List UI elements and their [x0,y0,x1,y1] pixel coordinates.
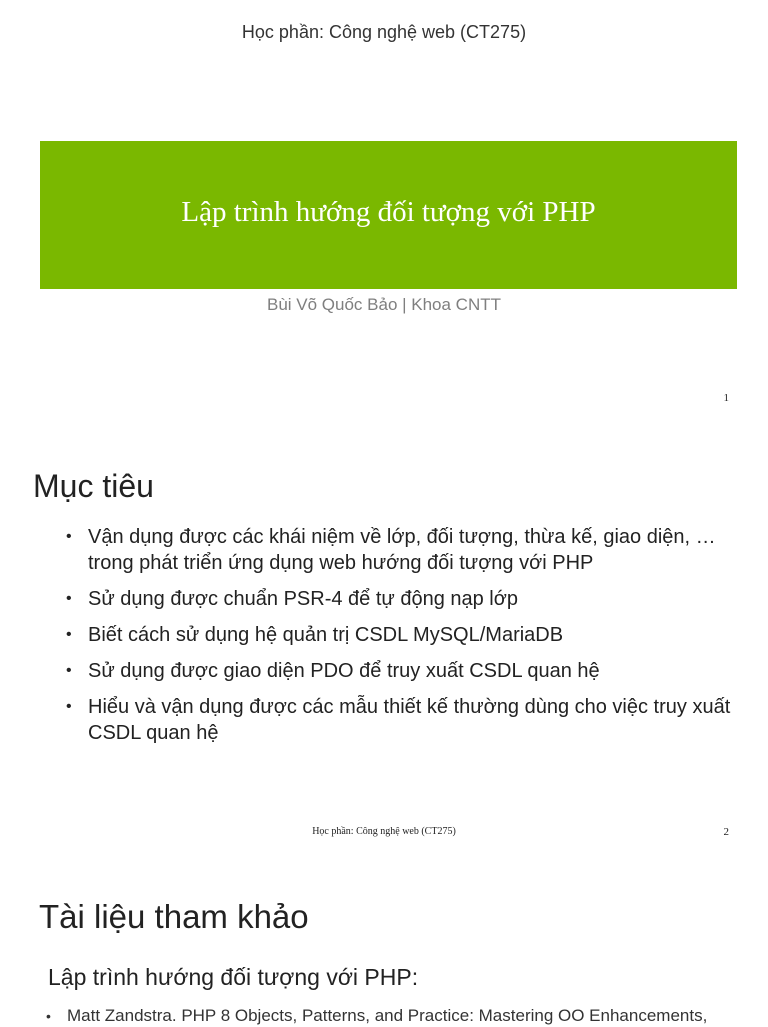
slide-2 [0,420,768,850]
slide-title: Tài liệu tham khảo [39,898,309,935]
course-header: Học phần: Công nghệ web (CT275) [241,22,527,42]
slide-1 [0,0,768,420]
author-line: Bùi Võ Quốc Bảo | Khoa CNTT [266,295,502,314]
objectives-list [66,524,736,756]
section-subtitle: Lập trình hướng đối tượng với PHP: [48,964,419,990]
slide-title: Mục tiêu [33,468,154,504]
list-item: • Biết cách sử dụng hệ quản trị CSDL MySQL/MariaDB [66,622,736,648]
page-number: 1 [723,392,729,404]
slide-footer: Học phần: Công nghệ web (CT275) [312,826,456,837]
slide-3 [0,850,768,1024]
slide-title: Lập trình hướng đối tượng với PHP [181,195,596,228]
list-item: • Hiểu và vận dụng được các mẫu thiết kế thường dùng cho việc truy xuất CSDL quan hệ [66,694,736,746]
list-item: • Sử dụng được chuẩn PSR-4 để tự động nạp lớp [66,586,736,612]
page-number: 2 [723,826,729,838]
list-item: • Sử dụng được giao diện PDO để truy xuất CSDL quan hệ [66,658,736,684]
list-item: • Matt Zandstra. PHP 8 Objects, Patterns, and Practice: Mastering OO Enhancements, [46,1005,766,1027]
title-banner [40,141,737,289]
list-item: • Vận dụng được các khái niệm về lớp, đối tượng, thừa kế, giao diện, … trong phát triển ứng dụng web hướng đối tượng với PHP [66,524,736,576]
